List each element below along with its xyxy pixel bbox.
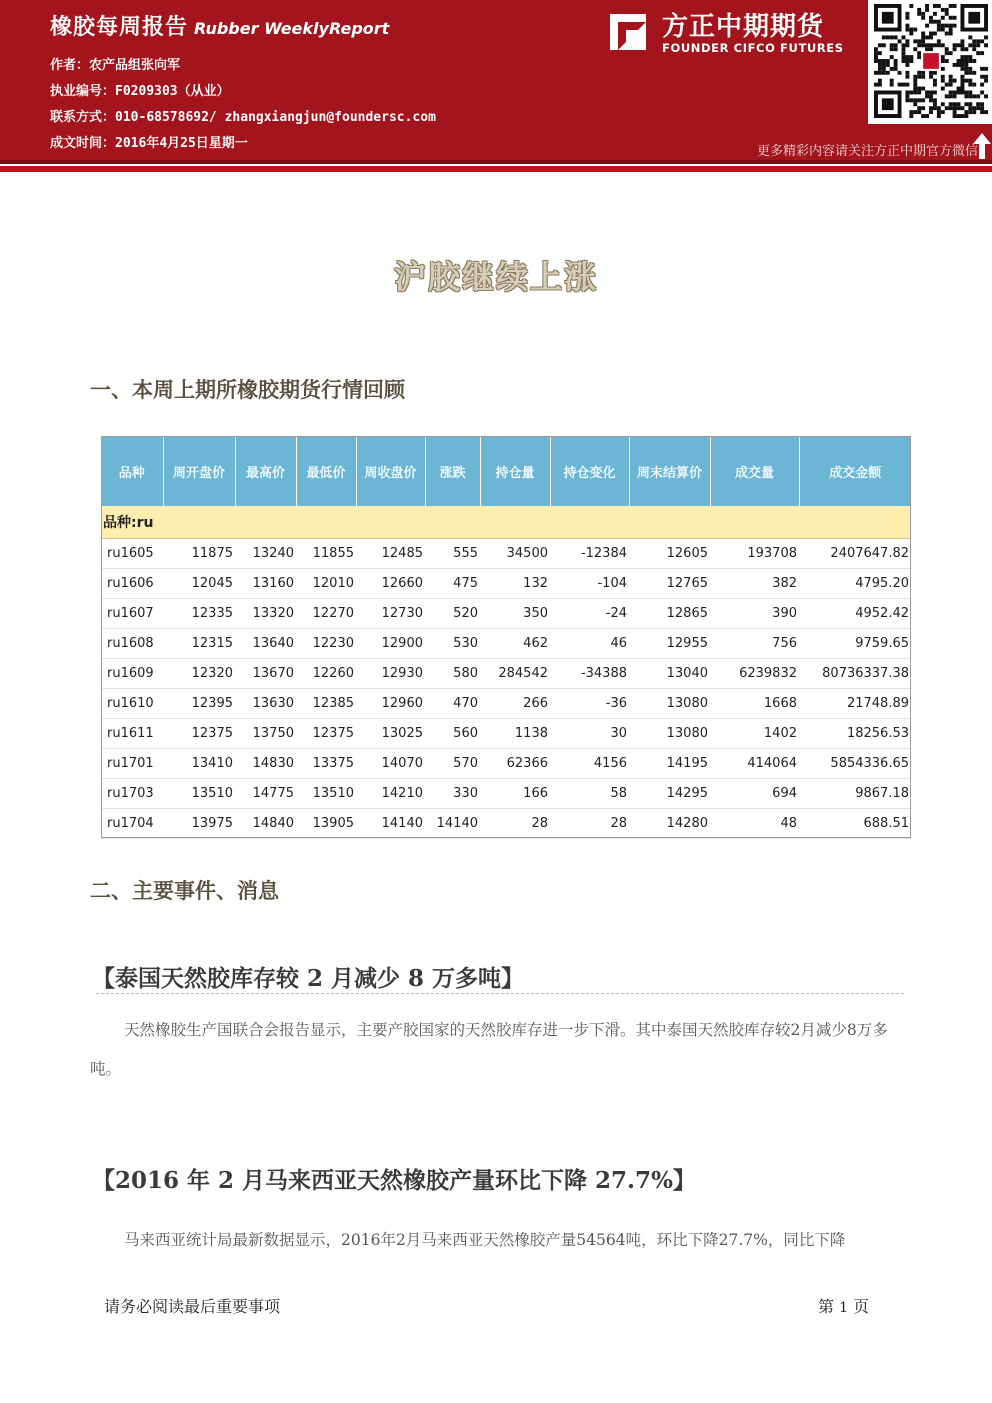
table-cell: 9867.18 bbox=[799, 778, 911, 808]
table-cell: 1138 bbox=[480, 718, 550, 748]
news-body-1: 天然橡胶生产国联合会报告显示，主要产胶国家的天然胶库存进一步下滑。其中泰国天然胶库存较2月减少8万多吨。 bbox=[90, 1021, 888, 1078]
table-cell: 13040 bbox=[629, 658, 710, 688]
date-value: 2016年4月25日星期一 bbox=[115, 136, 248, 151]
table-cell: 46 bbox=[550, 628, 629, 658]
table-cell: 756 bbox=[710, 628, 799, 658]
arrow-up-icon bbox=[972, 132, 992, 160]
table-cell: -34388 bbox=[550, 658, 629, 688]
author-line bbox=[50, 54, 180, 73]
table-cell: 4952.42 bbox=[799, 598, 911, 628]
table-cell: 12605 bbox=[629, 538, 710, 568]
table-cell: 462 bbox=[480, 628, 550, 658]
table-cell: 14195 bbox=[629, 748, 710, 778]
table-cell: 470 bbox=[425, 688, 480, 718]
table-cell: -12384 bbox=[550, 538, 629, 568]
report-title bbox=[50, 10, 389, 41]
news-title-1: 【泰国天然胶库存较 2 月减少 8 万多吨】 bbox=[92, 965, 525, 992]
table-cell: 13510 bbox=[163, 778, 235, 808]
table-cell: 12320 bbox=[163, 658, 235, 688]
table-row bbox=[101, 658, 911, 688]
table-cell: 13240 bbox=[235, 538, 296, 568]
table-cell: 13630 bbox=[235, 688, 296, 718]
table-row bbox=[101, 718, 911, 748]
table-cell: 12335 bbox=[163, 598, 235, 628]
license-line bbox=[50, 80, 230, 99]
table-cell: 1668 bbox=[710, 688, 799, 718]
contact-label: 联系方式： bbox=[50, 110, 116, 125]
column-header: 持仓量 bbox=[480, 436, 550, 506]
contract-cell: ru1704 bbox=[101, 808, 163, 838]
table-cell: 12730 bbox=[356, 598, 425, 628]
table-cell: 18256.53 bbox=[799, 718, 911, 748]
column-header: 周开盘价 bbox=[163, 436, 235, 506]
table-cell: 14140 bbox=[356, 808, 425, 838]
report-title-cn: 橡胶每周报告 bbox=[50, 15, 189, 40]
table-row bbox=[101, 598, 911, 628]
logo-mark-icon bbox=[604, 8, 652, 56]
footer-notice: 请务必阅读最后重要事项 bbox=[104, 1297, 281, 1316]
table-cell: 530 bbox=[425, 628, 480, 658]
table-cell: 14210 bbox=[356, 778, 425, 808]
table-cell: 11855 bbox=[296, 538, 356, 568]
header-divider bbox=[0, 160, 992, 164]
news-title-2: 【2016 年 2 月马来西亚天然橡胶产量环比下降 27.7%】 bbox=[92, 1167, 696, 1194]
logo-text-en: FOUNDER CIFCO FUTURES bbox=[662, 41, 844, 55]
column-header: 最高价 bbox=[235, 436, 296, 506]
contract-cell: ru1703 bbox=[101, 778, 163, 808]
table-cell: 12395 bbox=[163, 688, 235, 718]
table-cell: 1402 bbox=[710, 718, 799, 748]
table-cell: 382 bbox=[710, 568, 799, 598]
table-cell: 12900 bbox=[356, 628, 425, 658]
column-header: 最低价 bbox=[296, 436, 356, 506]
table-cell: -36 bbox=[550, 688, 629, 718]
table-cell: 13905 bbox=[296, 808, 356, 838]
table-cell: 12010 bbox=[296, 568, 356, 598]
table-cell: 21748.89 bbox=[799, 688, 911, 718]
contract-cell: ru1607 bbox=[101, 598, 163, 628]
table-cell: 13375 bbox=[296, 748, 356, 778]
table-cell: 475 bbox=[425, 568, 480, 598]
table-cell: 193708 bbox=[710, 538, 799, 568]
report-title-en: Rubber WeeklyReport bbox=[194, 19, 390, 38]
date-line bbox=[50, 132, 248, 151]
table-cell: 12955 bbox=[629, 628, 710, 658]
column-header: 成交金额 bbox=[799, 436, 911, 506]
table-cell: 12230 bbox=[296, 628, 356, 658]
table-cell: 132 bbox=[480, 568, 550, 598]
table-cell: 12765 bbox=[629, 568, 710, 598]
table-cell: 414064 bbox=[710, 748, 799, 778]
page-prefix: 第 bbox=[818, 1297, 835, 1316]
news-divider bbox=[96, 993, 904, 994]
table-cell: 12485 bbox=[356, 538, 425, 568]
table-cell: 14070 bbox=[356, 748, 425, 778]
table-cell: 13975 bbox=[163, 808, 235, 838]
table-cell: 2407647.82 bbox=[799, 538, 911, 568]
column-header: 周末结算价 bbox=[629, 436, 710, 506]
table-cell: 34500 bbox=[480, 538, 550, 568]
table-cell: 560 bbox=[425, 718, 480, 748]
table-cell: 6239832 bbox=[710, 658, 799, 688]
section-heading-news: 二、主要事件、消息 bbox=[90, 879, 279, 903]
news-body-2: 马来西亚统计局最新数据显示，2016年2月马来西亚天然橡胶产量54564吨，环比下降27.7%，同比下降 bbox=[124, 1231, 846, 1249]
contract-cell: ru1606 bbox=[101, 568, 163, 598]
column-header: 成交量 bbox=[710, 436, 799, 506]
page-title: 沪胶继续上涨 bbox=[393, 258, 598, 296]
table-cell: 13640 bbox=[235, 628, 296, 658]
contract-cell: ru1610 bbox=[101, 688, 163, 718]
futures-market-table bbox=[101, 436, 911, 839]
section-heading-market-review: 一、本周上期所橡胶期货行情回顾 bbox=[90, 378, 405, 402]
logo-text-cn: 方正中期期货 bbox=[662, 12, 825, 42]
table-cell: 28 bbox=[480, 808, 550, 838]
table-cell: 13160 bbox=[235, 568, 296, 598]
qr-code[interactable] bbox=[868, 0, 992, 124]
table-cell: 48 bbox=[710, 808, 799, 838]
header-divider-lower bbox=[0, 166, 992, 172]
page-number bbox=[818, 1294, 869, 1317]
qr-code-icon bbox=[874, 4, 988, 118]
table-cell: 12375 bbox=[296, 718, 356, 748]
table-cell: 12385 bbox=[296, 688, 356, 718]
table-header-row bbox=[101, 436, 911, 506]
table-cell: 14830 bbox=[235, 748, 296, 778]
table-cell: 9759.65 bbox=[799, 628, 911, 658]
table-cell: 570 bbox=[425, 748, 480, 778]
table-cell: 580 bbox=[425, 658, 480, 688]
contract-cell: ru1608 bbox=[101, 628, 163, 658]
table-cell: 13410 bbox=[163, 748, 235, 778]
company-logo bbox=[604, 6, 866, 58]
date-label: 成文时间： bbox=[50, 136, 116, 151]
table-cell: 80736337.38 bbox=[799, 658, 911, 688]
column-header: 周收盘价 bbox=[356, 436, 425, 506]
table-cell: 14840 bbox=[235, 808, 296, 838]
table-cell: 13320 bbox=[235, 598, 296, 628]
table-cell: 13080 bbox=[629, 718, 710, 748]
table-cell: 12270 bbox=[296, 598, 356, 628]
table-cell: -24 bbox=[550, 598, 629, 628]
table-cell: 12315 bbox=[163, 628, 235, 658]
page-suffix: 页 bbox=[853, 1297, 870, 1316]
table-cell: 4156 bbox=[550, 748, 629, 778]
table-cell: 13080 bbox=[629, 688, 710, 718]
table-cell: 62366 bbox=[480, 748, 550, 778]
column-header: 持仓变化 bbox=[550, 436, 629, 506]
license-value: F0209303（从业） bbox=[115, 84, 230, 99]
column-header: 涨跌 bbox=[425, 436, 480, 506]
table-cell: 14295 bbox=[629, 778, 710, 808]
table-row bbox=[101, 628, 911, 658]
table-row bbox=[101, 688, 911, 718]
table-cell: 13750 bbox=[235, 718, 296, 748]
follow-wechat-text: 更多精彩内容请关注方正中期官方微信 bbox=[756, 144, 978, 159]
table-cell: 350 bbox=[480, 598, 550, 628]
table-cell: 13510 bbox=[296, 778, 356, 808]
table-cell: 12375 bbox=[163, 718, 235, 748]
table-cell: 166 bbox=[480, 778, 550, 808]
author-label: 作者： bbox=[50, 58, 90, 73]
author-value: 农产品组张向军 bbox=[89, 58, 181, 73]
table-cell: 694 bbox=[710, 778, 799, 808]
table-group-row bbox=[101, 506, 911, 538]
contact-line bbox=[50, 106, 436, 125]
table-cell: 12865 bbox=[629, 598, 710, 628]
table-cell: 390 bbox=[710, 598, 799, 628]
table-row bbox=[101, 748, 911, 778]
table-cell: 5854336.65 bbox=[799, 748, 911, 778]
table-cell: 14775 bbox=[235, 778, 296, 808]
table-cell: 58 bbox=[550, 778, 629, 808]
table-cell: 330 bbox=[425, 778, 480, 808]
table-cell: 14280 bbox=[629, 808, 710, 838]
table-cell: 688.51 bbox=[799, 808, 911, 838]
table-cell: 14140 bbox=[425, 808, 480, 838]
contract-cell: ru1701 bbox=[101, 748, 163, 778]
table-cell: 12660 bbox=[356, 568, 425, 598]
table-cell: 30 bbox=[550, 718, 629, 748]
page-number-value: 1 bbox=[839, 1300, 849, 1316]
column-header: 品种 bbox=[101, 436, 163, 506]
table-cell: 13670 bbox=[235, 658, 296, 688]
table-row bbox=[101, 568, 911, 598]
table-cell: 266 bbox=[480, 688, 550, 718]
table-row bbox=[101, 808, 911, 838]
table-cell: -104 bbox=[550, 568, 629, 598]
contract-cell: ru1605 bbox=[101, 538, 163, 568]
group-label: 品种:ru bbox=[101, 506, 911, 538]
contract-cell: ru1609 bbox=[101, 658, 163, 688]
table-cell: 12960 bbox=[356, 688, 425, 718]
table-row bbox=[101, 778, 911, 808]
table-cell: 13025 bbox=[356, 718, 425, 748]
license-label: 执业编号： bbox=[50, 84, 116, 99]
contract-cell: ru1611 bbox=[101, 718, 163, 748]
table-cell: 520 bbox=[425, 598, 480, 628]
table-cell: 28 bbox=[550, 808, 629, 838]
table-cell: 4795.20 bbox=[799, 568, 911, 598]
table-cell: 284542 bbox=[480, 658, 550, 688]
table-cell: 11875 bbox=[163, 538, 235, 568]
table-cell: 12260 bbox=[296, 658, 356, 688]
table-row bbox=[101, 538, 911, 568]
table-cell: 12045 bbox=[163, 568, 235, 598]
table-cell: 12930 bbox=[356, 658, 425, 688]
table-cell: 555 bbox=[425, 538, 480, 568]
contact-value: 010-68578692/ zhangxiangjun@foundersc.com bbox=[115, 110, 436, 125]
